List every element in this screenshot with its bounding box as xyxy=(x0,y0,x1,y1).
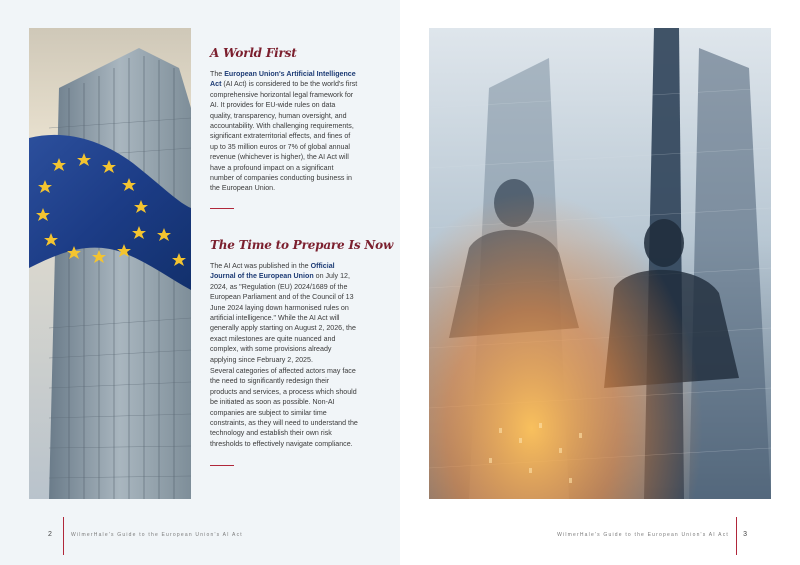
section-heading-world-first: A World First xyxy=(210,46,297,60)
left-footer xyxy=(0,525,400,565)
eu-flag-building-photo xyxy=(29,28,191,499)
paragraph-time-to-prepare-1 xyxy=(210,261,358,365)
business-people-skyscraper-photo xyxy=(429,28,771,499)
official-journal-link[interactable]: Official Journal of the European Union xyxy=(210,261,335,281)
eu-ai-act-link[interactable]: European Union's Artificial Intelligence Act xyxy=(210,70,356,89)
text-column xyxy=(210,46,394,466)
text-rest: on July 12, 2024, as "Regulation (EU) 2024/1689 of the European Parliament and of the Council of 13 June 2024 laying down harmonised rules on artificial intelligence." While the AI Act will generally apply starting on August 2, 2026, the exact milestones are quite nuanced and complex, with some provisions already applying since February 2, 2025. xyxy=(210,272,356,364)
footer-divider xyxy=(63,517,64,555)
right-footer xyxy=(400,525,800,565)
section-divider xyxy=(210,465,234,466)
section-heading-time-to-prepare: The Time to Prepare Is Now xyxy=(210,237,394,252)
right-page xyxy=(400,0,800,565)
text-prefix: The xyxy=(210,70,225,78)
text-prefix: The AI Act was published in the xyxy=(210,261,311,270)
footer-divider xyxy=(736,517,737,555)
page-number-left: 2 xyxy=(48,531,52,538)
page-number-right: 3 xyxy=(743,531,747,538)
footer-text-right: WilmerHale's Guide to the European Union's AI Act xyxy=(557,532,729,538)
text-rest: (AI Act) is considered to be the world's first comprehensive horizontal legal framework for AI. It provides for EU-wide rules on data quality, transparency, human oversight, and accountability. With challenging requirements, significant extraterritorial effects, and fines of up to 35 million euros or 7% of global annual revenue (whichever is higher), the AI Act will have a profound impact on a significant number of companies conducting business in the European Union. xyxy=(210,80,358,193)
paragraph-world-first xyxy=(210,69,358,194)
footer-text-left: WilmerHale's Guide to the European Union's AI Act xyxy=(71,532,243,538)
paragraph-time-to-prepare-2: Several categories of affected actors may face the need to significantly redesign their products and services, a process which should be initiated as soon as possible. Non-AI companies are subject to similar time constraints, as they will need to understand the technology and establish their own risk thresholds to effectively navigate compliance. xyxy=(210,366,358,448)
section-divider xyxy=(210,208,234,209)
